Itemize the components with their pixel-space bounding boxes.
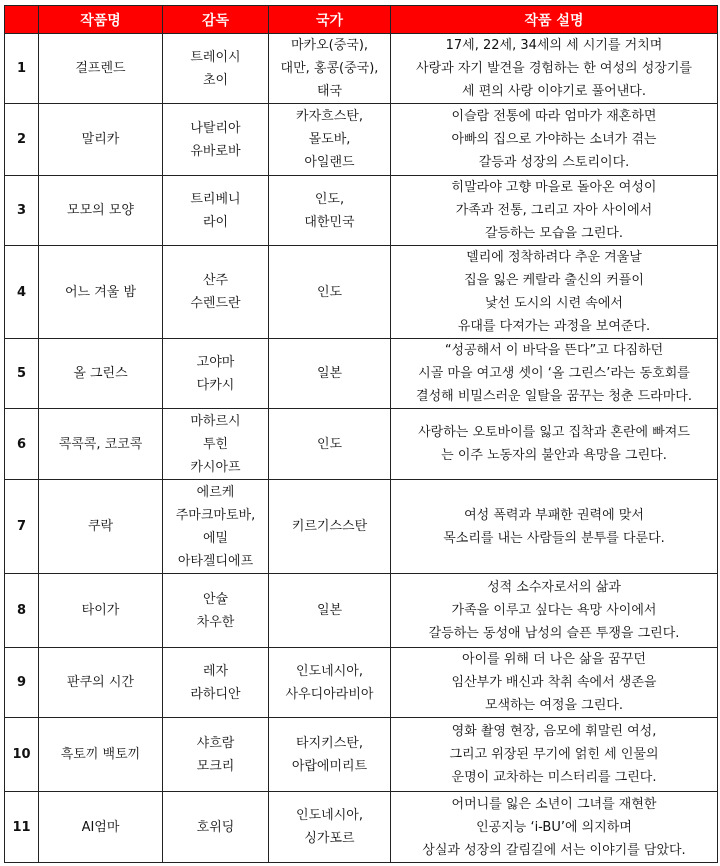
director-line: 샤흐람 — [196, 735, 235, 751]
row-number: 9 — [5, 648, 39, 718]
film-title-line: 쿠락 — [87, 519, 114, 534]
director-cell — [163, 574, 269, 648]
country-cell — [269, 718, 391, 792]
table-row — [5, 480, 718, 574]
description-line: 모색하는 여정을 그린다. — [485, 698, 623, 713]
country-line: 대만, 홍콩(중국), — [280, 61, 379, 76]
director-cell — [163, 176, 269, 246]
country-line: 마카오(중국), — [290, 38, 369, 53]
country-line: 인도, — [314, 191, 345, 207]
film-title-cell — [39, 104, 163, 176]
description-cell — [391, 718, 718, 792]
film-title-line: 말리카 — [81, 132, 120, 147]
film-title-line: 모모의 모양 — [67, 203, 134, 218]
country-cell — [269, 574, 391, 648]
row-number: 4 — [5, 246, 39, 339]
director-line: 수렌드란 — [190, 296, 241, 311]
row-number: 3 — [5, 176, 39, 246]
description-line: 인공지능 ‘i-BU’에 의지하며 — [476, 819, 632, 835]
description-line: 아빠의 집으로 가야하는 소녀가 겪는 — [451, 132, 657, 147]
country-line: 몰도바, — [308, 132, 351, 147]
description-line: 델리에 정착하려다 추운 겨울날 — [466, 250, 642, 265]
country-cell — [269, 176, 391, 246]
description-line: 결성해 비밀스러운 일탈을 꿈꾸는 청춘 드라마다. — [416, 389, 692, 404]
director-cell — [163, 246, 269, 339]
description-cell — [391, 339, 718, 409]
country-cell — [269, 792, 391, 863]
header-row — [5, 6, 718, 34]
description-line: 아이를 위해 더 나은 삶을 꿈꾸던 — [462, 652, 646, 667]
director-line: 트레이시 — [190, 49, 241, 65]
film-title-cell — [39, 480, 163, 574]
director-line: 호위딩 — [196, 819, 235, 835]
description-line: 목소리를 내는 사람들의 분투를 다룬다. — [443, 530, 665, 546]
table-row — [5, 176, 718, 246]
description-cell — [391, 246, 718, 339]
film-title-cell — [39, 246, 163, 339]
country-line: 사우디아라비아 — [285, 686, 374, 702]
director-line: 모크리 — [196, 758, 235, 774]
country-line: 대한민국 — [304, 214, 355, 230]
description-line: 성적 소수자로서의 삶과 — [487, 580, 621, 595]
film-title-line: 올 그린스 — [73, 366, 128, 381]
row-number: 11 — [5, 792, 39, 863]
country-line: 태국 — [316, 84, 343, 99]
description-line: 상실과 성장의 갈림길에 서는 이야기를 담았다. — [422, 842, 686, 858]
film-title-cell — [39, 648, 163, 718]
table-row — [5, 34, 718, 104]
table-row — [5, 409, 718, 480]
country-line: 인도네시아, — [296, 663, 363, 679]
country-line: 인도네시아, — [296, 808, 363, 823]
director-cell — [163, 792, 269, 863]
country-cell — [269, 339, 391, 409]
country-line: 키르기스스탄 — [291, 519, 368, 534]
film-title-cell — [39, 792, 163, 863]
director-line: 유바로바 — [190, 143, 241, 159]
film-title-line: 판쿠의 시간 — [67, 675, 134, 690]
country-line: 인도 — [316, 436, 343, 452]
film-title-cell — [39, 339, 163, 409]
country-line: 싱가포르 — [304, 831, 355, 846]
country-line: 카자흐스탄, — [296, 109, 363, 124]
description-line: 여성 폭력과 부패한 권력에 맞서 — [464, 507, 644, 523]
director-cell — [163, 480, 269, 574]
director-cell — [163, 339, 269, 409]
description-line: 갈등하는 모습을 그린다. — [485, 226, 623, 241]
film-title-cell — [39, 34, 163, 104]
table-row — [5, 648, 718, 718]
header-director: 감독 — [163, 6, 269, 34]
description-line: “성공해서 이 바닥을 뜬다”고 다짐하던 — [444, 343, 664, 358]
film-title-line: AI엄마 — [81, 819, 120, 835]
row-number: 1 — [5, 34, 39, 104]
country-cell — [269, 648, 391, 718]
film-title-line: 타이가 — [81, 603, 120, 618]
description-cell — [391, 409, 718, 480]
film-title-line: 콕콕콕, 코코콕 — [58, 436, 143, 452]
director-line: 산주 — [202, 273, 229, 288]
description-line: 낯선 도시의 시련 속에서 — [485, 296, 623, 311]
description-line: 운명이 교차하는 미스터리를 그린다. — [451, 770, 657, 785]
director-cell — [163, 34, 269, 104]
header-number — [5, 6, 39, 34]
header-title: 작품명 — [39, 6, 163, 34]
description-line: 집을 잃은 케랄라 출신의 커플이 — [464, 273, 644, 288]
director-line: 투힌 — [202, 436, 229, 452]
director-line: 에밀 — [202, 530, 229, 546]
row-number: 5 — [5, 339, 39, 409]
country-line: 타지키스탄, — [296, 735, 363, 751]
table-row — [5, 339, 718, 409]
film-title-line: 어느 겨울 밤 — [64, 284, 137, 300]
header-country: 국가 — [269, 6, 391, 34]
description-line: 어머니를 잃은 소년이 그녀를 재현한 — [451, 796, 657, 812]
row-number: 7 — [5, 480, 39, 574]
director-line: 고야마 — [196, 354, 235, 370]
description-line: 사랑과 자기 발견을 경험하는 한 여성의 성장기를 — [416, 61, 692, 76]
director-cell — [163, 104, 269, 176]
director-line: 라이 — [202, 214, 229, 230]
country-line: 인도 — [316, 284, 343, 300]
description-cell — [391, 792, 718, 863]
description-line: 가족과 전통, 그리고 자아 사이에서 — [455, 203, 653, 218]
table-row — [5, 792, 718, 863]
description-line: 임산부가 배신과 착취 속에서 생존을 — [451, 675, 657, 690]
director-line: 에르케 — [196, 484, 235, 500]
country-cell — [269, 34, 391, 104]
description-cell — [391, 34, 718, 104]
film-table — [4, 5, 718, 863]
director-line: 아타겔디에프 — [177, 553, 254, 569]
description-cell — [391, 480, 718, 574]
film-title-cell — [39, 409, 163, 480]
director-line: 차우한 — [196, 614, 235, 630]
director-line: 초이 — [202, 72, 229, 88]
table-row — [5, 104, 718, 176]
table-row — [5, 718, 718, 792]
director-cell — [163, 718, 269, 792]
description-line: 히말라야 고향 마을로 돌아온 여성이 — [451, 180, 657, 195]
director-line: 주마크마토바, — [175, 507, 256, 523]
film-title-cell — [39, 574, 163, 648]
description-line: 영화 촬영 현장, 음모에 휘말린 여성, — [451, 724, 657, 739]
description-cell — [391, 574, 718, 648]
description-line: 갈등과 성장의 스토리이다. — [478, 155, 630, 170]
director-line: 안슐 — [202, 591, 229, 607]
description-cell — [391, 648, 718, 718]
row-number: 2 — [5, 104, 39, 176]
description-line: 갈등하는 동성애 남성의 슬픈 투쟁을 그린다. — [428, 626, 680, 641]
director-line: 레자 — [202, 663, 229, 679]
row-number: 8 — [5, 574, 39, 648]
table-body — [5, 34, 718, 863]
country-line: 일본 — [316, 366, 343, 381]
row-number: 10 — [5, 718, 39, 792]
film-title-cell — [39, 718, 163, 792]
description-line: 가족을 이루고 싶다는 욕망 사이에서 — [451, 603, 657, 618]
film-title-cell — [39, 176, 163, 246]
description-cell — [391, 176, 718, 246]
description-line: 17세, 22세, 34세의 세 시기를 거치며 — [445, 38, 663, 53]
country-line: 일본 — [316, 603, 343, 618]
director-cell — [163, 648, 269, 718]
director-line: 라하디안 — [190, 686, 241, 702]
country-cell — [269, 480, 391, 574]
director-line: 카시아프 — [190, 459, 241, 475]
country-cell — [269, 246, 391, 339]
description-line: 는 이주 노동자의 불안과 욕망을 그린다. — [441, 448, 667, 463]
director-line: 다카시 — [196, 377, 235, 393]
director-line: 마하르시 — [190, 413, 241, 429]
table-row — [5, 246, 718, 339]
description-cell — [391, 104, 718, 176]
director-cell — [163, 409, 269, 480]
country-cell — [269, 409, 391, 480]
film-title-line: 흑토끼 백토끼 — [60, 747, 141, 762]
country-line: 아랍에미리트 — [291, 758, 368, 774]
row-number: 6 — [5, 409, 39, 480]
director-line: 트리베니 — [190, 191, 241, 207]
description-line: 시골 마을 여고생 셋이 ‘올 그린스’라는 동호회를 — [418, 366, 690, 381]
director-line: 나탈리아 — [190, 120, 241, 136]
description-line: 유대를 다져가는 과정을 보여준다. — [457, 319, 651, 334]
description-line: 그리고 위장된 무기에 얽힌 세 인물의 — [449, 747, 659, 762]
table-row — [5, 574, 718, 648]
country-line: 아일랜드 — [304, 155, 355, 170]
description-line: 세 편의 사랑 이야기로 풀어낸다. — [462, 84, 646, 99]
description-line: 이슬람 전통에 따라 엄마가 재혼하면 — [451, 109, 657, 124]
country-cell — [269, 104, 391, 176]
film-title-line: 걸프렌드 — [75, 61, 126, 76]
description-line: 사랑하는 오토바이를 잃고 집착과 혼란에 빠져드 — [418, 425, 690, 440]
header-description: 작품 설명 — [391, 6, 718, 34]
